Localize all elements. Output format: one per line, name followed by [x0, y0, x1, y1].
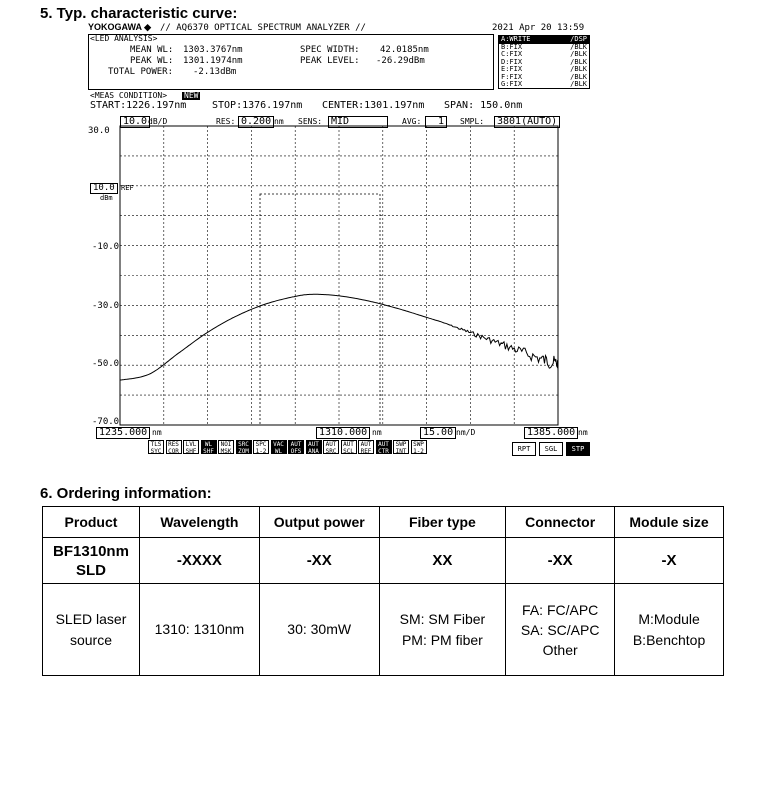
x-center-value: 1310.000 — [316, 427, 370, 439]
softkey-top-label: AUT — [343, 441, 354, 448]
header-module-size: Module size — [615, 507, 724, 538]
desc-module-size — [615, 584, 724, 676]
softkey-top-label: WL — [204, 441, 213, 448]
code-module-size: -X — [615, 538, 724, 584]
desc-product — [43, 584, 140, 676]
mean-wl-label: MEAN WL: — [130, 45, 174, 55]
sens-value[interactable]: MID — [328, 116, 388, 128]
trace-mode: /BLK — [570, 50, 587, 58]
trace-name: D:FIX — [501, 57, 523, 66]
start-wl: START:1226.197nm — [90, 100, 187, 111]
new-badge: NEW — [184, 91, 199, 100]
desc-line: B:Benchtop — [632, 631, 706, 648]
code-connector: -XX — [506, 538, 615, 584]
x-div-unit: nm/D — [456, 428, 476, 437]
softkey-bottom-label: SHF — [185, 448, 197, 455]
softkey-button[interactable] — [271, 440, 287, 454]
osa-datetime: 2021 Apr 20 13:59 — [492, 23, 585, 33]
x-center-unit: nm — [372, 428, 382, 437]
softkey-bottom-label: INT — [395, 448, 407, 455]
avg-value[interactable]: 1 — [425, 116, 447, 128]
y-tick-label: -50.0 — [92, 359, 120, 369]
softkey-top-label: SPC — [255, 441, 267, 448]
code-fiber-type: XX — [379, 538, 506, 584]
softkey-top-label: RES — [168, 441, 179, 448]
meas-condition: <MEAS CONDITION> — [90, 91, 168, 100]
span-wl: SPAN: 150.0nm — [444, 100, 523, 111]
softkey-button[interactable] — [166, 440, 182, 454]
stop-wl: STOP:1376.197nm — [212, 100, 303, 111]
code-product: BF1310nm SLD — [43, 538, 140, 584]
ref-label: REF — [121, 184, 134, 192]
y-tick-label: 30.0 — [88, 126, 110, 136]
softkey-bottom-label: ANA — [308, 448, 319, 455]
y-tick-label: -30.0 — [92, 301, 120, 311]
peak-wl-label: PEAK WL: — [130, 56, 174, 66]
softkey-button[interactable] — [288, 440, 304, 454]
softkey-bottom-label: 1-2 — [413, 448, 424, 455]
table-row-descriptions — [43, 584, 724, 676]
header-product: Product — [43, 507, 140, 538]
osa-screen — [88, 21, 594, 461]
trace-name: B:FIX — [501, 42, 523, 51]
softkey-top-label: AUT — [325, 441, 337, 448]
x-div-value: 15.00 — [420, 427, 456, 439]
osa-model: // AQ6370 OPTICAL SPECTRUM ANALYZER // — [160, 23, 366, 33]
softkey-bottom-label: SYC — [150, 448, 162, 455]
trace-mode: /BLK — [570, 72, 587, 81]
softkey-bottom-label: ZOM — [238, 448, 249, 455]
softkey-bottom-label: WL — [274, 448, 283, 455]
softkey-bar — [148, 440, 588, 458]
softkey-top-label: AUT — [378, 441, 389, 448]
softkey-top-label: VAC — [273, 441, 284, 448]
desc-line: Other — [542, 641, 578, 658]
center-wl: CENTER:1301.197nm — [322, 100, 425, 111]
res-label: RES: — [216, 117, 236, 126]
header-connector: Connector — [506, 507, 615, 538]
table-header-row — [43, 507, 724, 538]
softkey-top-label: AUT — [290, 441, 302, 448]
scale-unit: dB/D — [148, 117, 168, 126]
softkey-button[interactable] — [201, 440, 217, 454]
ordering-table — [42, 506, 724, 676]
softkey-top-label: SWP — [395, 441, 407, 448]
desc-fiber-type — [379, 584, 506, 676]
code-wavelength: -XXXX — [139, 538, 259, 584]
total-power-label: TOTAL POWER: — [108, 67, 174, 77]
spectrum-plot — [88, 21, 594, 461]
y-tick-label: -10.0 — [92, 242, 120, 252]
ref-unit: dBm — [100, 194, 113, 202]
trace-name: F:FIX — [501, 72, 523, 81]
trace-name: A:WRITE — [501, 35, 531, 43]
table-row-codes — [43, 538, 724, 584]
softkey-bottom-label: OFS — [290, 448, 302, 455]
x-right-unit: nm — [578, 428, 588, 437]
avg-label: AVG: — [402, 117, 422, 126]
softkey-bottom-label: COR — [168, 448, 179, 455]
res-unit: nm — [274, 117, 284, 126]
x-right-value: 1385.000 — [524, 427, 578, 439]
header-output-power: Output power — [259, 507, 379, 538]
sweep-sgl-button[interactable]: SGL — [539, 442, 563, 456]
softkey-button[interactable] — [393, 440, 409, 454]
softkey-bottom-label: SCL — [343, 448, 354, 455]
softkey-button[interactable] — [306, 440, 322, 454]
desc-line: SA: SC/APC — [520, 621, 600, 638]
softkey-button[interactable] — [376, 440, 392, 454]
code-output-power: -XX — [259, 538, 379, 584]
trace-mode: /BLK — [570, 80, 587, 88]
softkey-bottom-label: MSK — [220, 448, 232, 455]
softkey-button[interactable] — [411, 440, 427, 454]
header-wavelength: Wavelength — [139, 507, 259, 538]
sweep-rpt-button[interactable]: RPT — [512, 442, 536, 456]
trace-mode: /BLK — [570, 57, 587, 66]
trace-name: G:FIX — [501, 80, 523, 88]
trace-name: C:FIX — [501, 50, 523, 58]
desc-connector — [506, 584, 615, 676]
softkey-bottom-label: CTR — [378, 448, 389, 455]
softkey-button[interactable] — [341, 440, 357, 454]
desc-output-power: 30: 30mW — [259, 584, 379, 676]
sweep-stp-button[interactable]: STP — [566, 442, 590, 456]
softkey-top-label: SRC — [238, 441, 249, 448]
desc-line: SM: SM Fiber — [399, 610, 486, 627]
desc-line: source — [69, 631, 112, 648]
softkey-top-label: AUT — [360, 441, 372, 448]
softkey-bottom-label: 1-2 — [255, 448, 267, 455]
scale-value[interactable]: 10.0 — [120, 116, 150, 128]
plot-grid — [120, 126, 558, 425]
smpl-value[interactable]: 3801(AUTO) — [494, 116, 560, 128]
softkey-top-label: NOI — [220, 441, 232, 448]
desc-line: M:Module — [638, 610, 700, 627]
softkey-top-label: LVL — [185, 441, 197, 448]
desc-line: PM: PM fiber — [401, 631, 483, 648]
softkey-button[interactable] — [148, 440, 164, 454]
desc-wavelength: 1310: 1310nm — [139, 584, 259, 676]
mean-wl-value: 1303.3767nm — [183, 45, 243, 55]
softkey-top-label: TLS — [150, 441, 162, 448]
softkey-bottom-label: SRC — [325, 448, 337, 455]
spec-width-label: SPEC WIDTH: — [300, 45, 360, 55]
header-fiber-type: Fiber type — [379, 507, 506, 538]
res-value[interactable]: 0.200 — [238, 116, 274, 128]
softkey-bottom-label: SHF — [203, 448, 214, 455]
softkey-button[interactable] — [218, 440, 234, 454]
sens-label: SENS: — [298, 117, 323, 126]
ref-value: 10.0 — [90, 183, 118, 194]
trace-mode: /BLK — [570, 42, 587, 51]
softkey-top-label: SWP — [413, 441, 424, 448]
trace-mode: /DSP — [570, 35, 587, 43]
softkey-button[interactable] — [358, 440, 374, 454]
softkey-button[interactable] — [253, 440, 269, 454]
osa-brand: YOKOGAWA ◆ — [88, 22, 152, 32]
desc-line: SLED laser — [55, 610, 127, 627]
desc-line: FA: FC/APC — [522, 601, 599, 618]
smpl-label: SMPL: — [460, 117, 485, 126]
trace-mode: /BLK — [570, 65, 587, 73]
peak-level-value: -26.29dBm — [376, 56, 425, 66]
spec-width-value: 42.0185nm — [380, 45, 429, 55]
section-title-ordering: 6. Ordering information: — [40, 485, 212, 502]
peak-zoom-box — [260, 194, 380, 425]
analysis-header: <LED ANALYSIS> — [90, 34, 158, 43]
y-tick-label: -70.0 — [92, 417, 120, 427]
softkey-bottom-label: REF — [360, 448, 372, 455]
x-left-value: 1235.000 — [96, 427, 150, 439]
trace-name: E:FIX — [501, 65, 523, 73]
section-title-curve: 5. Typ. characteristic curve: — [40, 5, 238, 22]
softkey-button[interactable] — [183, 440, 199, 454]
total-power-value: -2.13dBm — [193, 67, 237, 77]
peak-level-label: PEAK LEVEL: — [300, 56, 360, 66]
softkey-button[interactable] — [236, 440, 252, 454]
softkey-top-label: AUT — [308, 441, 319, 448]
peak-wl-value: 1301.1974nm — [183, 56, 243, 66]
softkey-button[interactable] — [323, 440, 339, 454]
x-left-unit: nm — [152, 428, 162, 437]
